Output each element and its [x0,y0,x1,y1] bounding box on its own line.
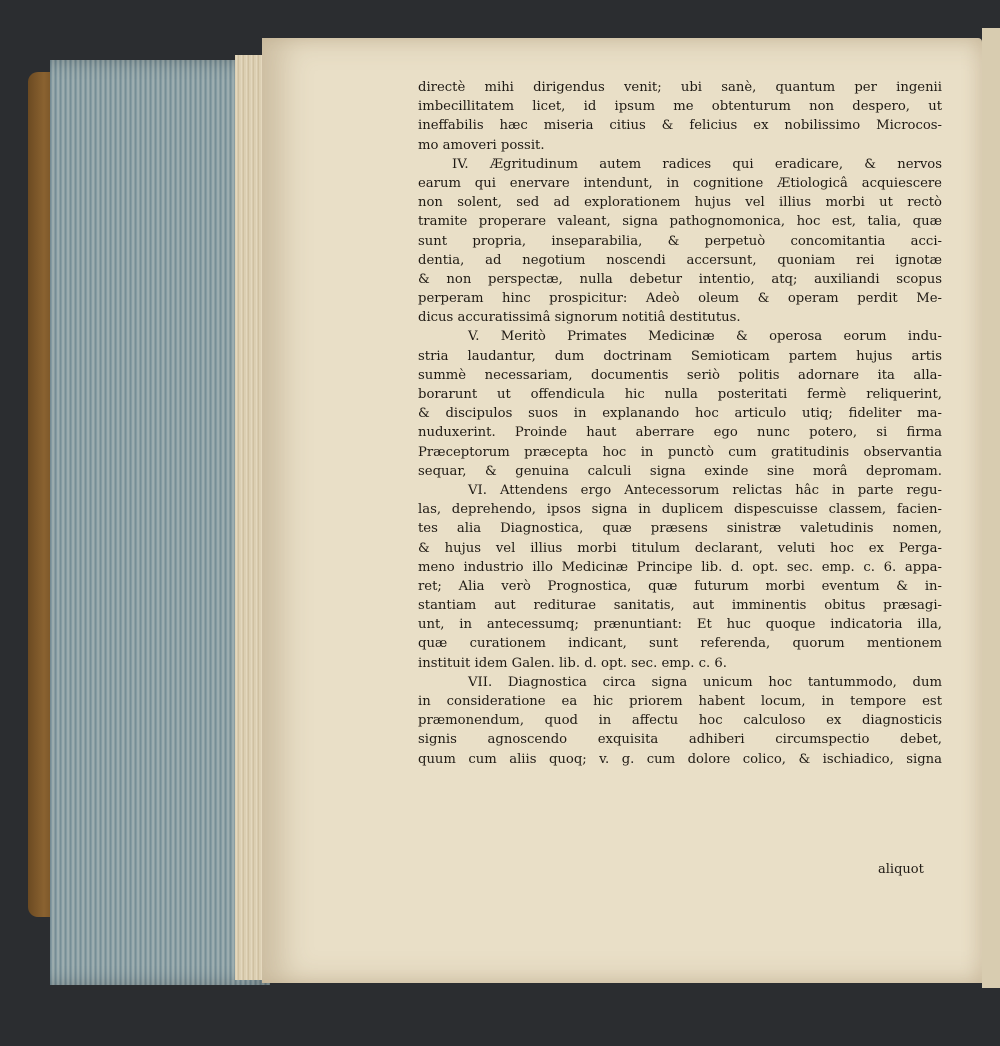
text-line: in consideratione ea hic priorem habent locum, in tempore est [418,694,942,709]
text-line: non solent, sed ad explorationem hujus vel illius morbi ut rectò [418,195,942,211]
text-line: tramite properare valeant, signa pathognomonica, hoc est, talia, quæ [418,214,942,230]
catchword: aliquot [878,862,924,877]
text-line: & discipulos suos in explanando hoc articulo utiq; fideliter ma- [418,406,942,422]
text-line: signis agnoscendo exquisita adhiberi circumspectio debet, [418,732,942,748]
text-line: ineffabilis hæc miseria citius & felicius ex nobilissimo Microcos- [418,118,942,134]
text-line: ret; Alia verò Prognostica, quæ futurum morbi eventum & in- [418,578,942,594]
text-line: sequar, & genuina calculi signa exinde sine morâ depromam. [418,463,942,479]
text-line: borarunt ut offendicula hic nulla posteritati fermè reliquerint, [418,387,942,402]
text-line: dicus accuratissimâ signorum notitiâ destitutus. [418,310,741,326]
facing-page-edge [982,28,1000,988]
section-heading-vi: VI. Attendens ergo Antecessorum relictas hâc in parte regu- [468,482,942,498]
text-line: summè necessariam, documentis seriò politis adornare ita alla- [418,367,942,383]
text-line: earum qui enervare intendunt, in cognitione Ætiologicâ acquiescere [418,175,942,191]
text-line: directè mihi dirigendus venit; ubi sanè, quantum per ingenii [418,80,942,95]
text-line: & hujus vel illius morbi titulum declarant, veluti hoc ex Perga- [418,540,942,556]
text-line: & non perspectæ, nulla debetur intentio, atq; auxiliandi scopus [418,271,942,287]
text-line: quum cum aliis quoq; v. g. cum dolore colico, & ischiadico, signa [418,751,942,767]
text-line: nuduxerint. Proinde haut aberrare ego nunc potero, si firma [418,425,942,441]
page-text [418,78,942,769]
text-line: sunt propria, inseparabilia, & perpetuò concomitantia acci- [418,233,942,249]
section-heading-v: V. Meritò Primates Medicinæ & operosa eorum indu- [468,329,942,345]
text-line: tes alia Diagnostica, quæ præsens sinistræ valetudinis nomen, [418,521,942,537]
text-line: stantiam aut rediturae sanitatis, aut imminentis obitus præsagi- [418,598,942,614]
text-line: præmonendum, quod in affectu hoc calculoso ex diagnosticis [418,713,942,729]
text-line: stria laudantur, dum doctrinam Semioticam partem hujus artis [418,348,942,364]
text-line: unt, in antecessumq; prænuntiant: Et huc quoque indicatoria illa, [418,617,942,633]
text-line: imbecillitatem licet, id ipsum me obtenturum non despero, ut [418,99,942,115]
text-line: meno industrio illo Medicinæ Principe lib. d. opt. sec. emp. c. 6. appa- [418,559,942,575]
section-heading-iv: IV. Ægritudinum autem radices qui eradicare, & nervos [452,156,942,172]
text-line: mo amoveri possit. [418,137,545,153]
text-line: Præceptorum præcepta hoc in punctò cum gratitudinis observantia [418,444,942,460]
text-line: perperam hinc prospicitur: Adeò oleum & operam perdit Me- [418,291,942,307]
text-line: instituit idem Galen. lib. d. opt. sec. emp. c. 6. [418,655,727,671]
text-line: las, deprehendo, ipsos signa in duplicem dispescuisse classem, facien- [418,502,942,518]
section-heading-vii: VII. Diagnostica circa signa unicum hoc tantummodo, dum [468,674,942,690]
text-line: dentia, ad negotium noscendi accersunt, quoniam rei ignotæ [418,252,942,268]
text-line: quæ curationem indicant, sunt referenda, quorum mentionem [418,636,942,652]
